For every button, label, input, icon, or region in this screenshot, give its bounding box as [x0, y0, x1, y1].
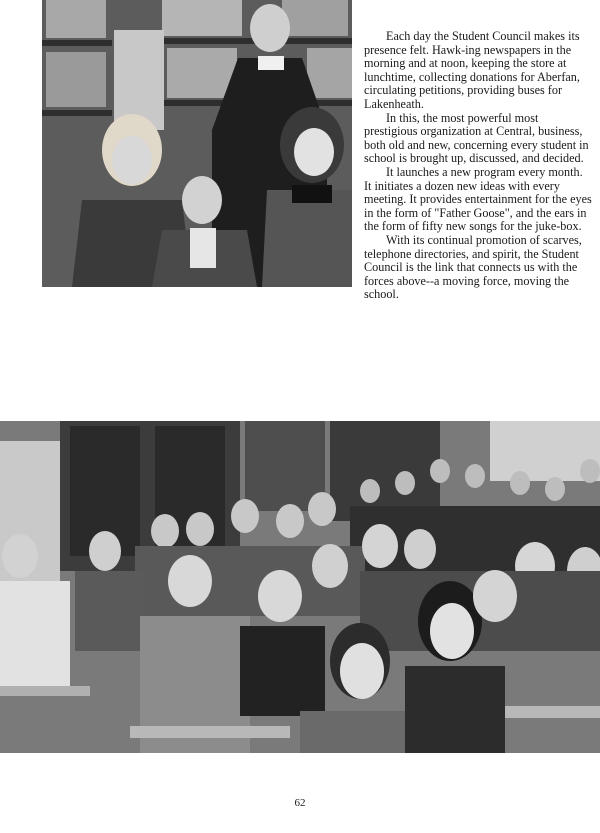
council-group-photo-illustration	[0, 421, 600, 753]
article-paragraph: It launches a new program every month. It initiates a dozen new ideas with every meeting. It provides entertainment for the eyes in the form of "Father Goose", and the ears in the form of fifty new songs for the juke-box.	[364, 164, 592, 234]
article-text	[364, 30, 592, 302]
article-paragraph: Each day the Student Council makes its presence felt. Hawk-ing newspapers in the morning and at noon, keeping the store at lunchtime, collecting donations for Aberfan, circulating petitions, providing buses for Lakenheath.	[364, 29, 580, 111]
article-paragraph: With its continual promotion of scarves, telephone directories, and spirit, the Student Council is the link that connects us with the forces above--a moving force, moving the school.	[364, 232, 582, 302]
council-group-photo	[0, 421, 600, 753]
page-number: 62	[294, 797, 306, 809]
article-paragraph: In this, the most powerful most prestigious organization at Central, business, both old and new, concerning every student in school is brought up, discussed, and decided.	[364, 110, 589, 166]
officers-photo-illustration	[42, 0, 352, 287]
officers-photo	[42, 0, 352, 287]
